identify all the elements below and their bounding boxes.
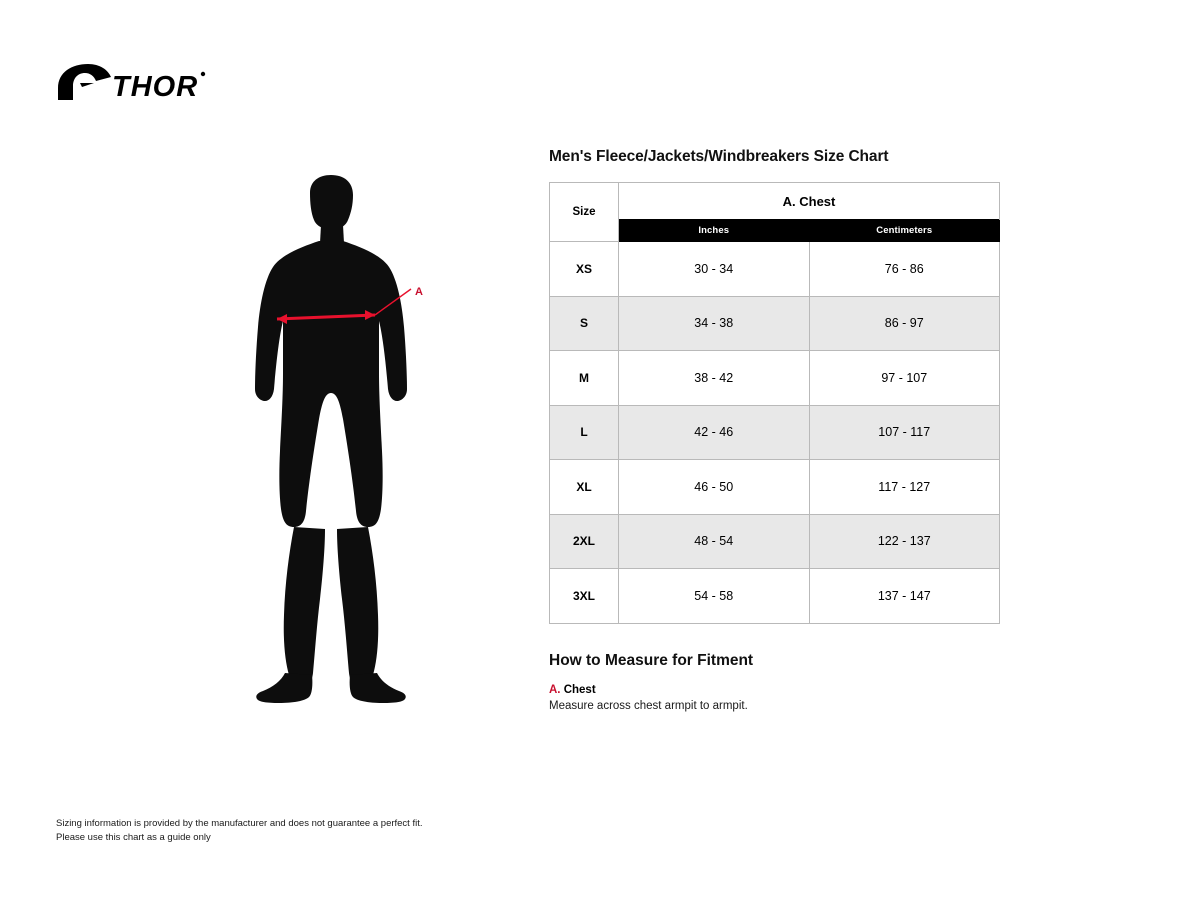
- size-chart-panel: [549, 148, 1001, 712]
- measure-entry-description: Measure across chest armpit to armpit.: [549, 699, 748, 712]
- size-chart-table: [549, 182, 1000, 624]
- table-row: [550, 351, 1000, 406]
- table-row: [550, 242, 1000, 297]
- column-header-inches: Inches: [619, 220, 810, 242]
- table-body: [550, 242, 1000, 624]
- cell-inches: 54 - 58: [619, 569, 810, 624]
- column-header-centimeters: Centimeters: [809, 220, 1000, 242]
- table-head: [550, 183, 1000, 242]
- body-diagram: [215, 175, 475, 720]
- cell-centimeters: 86 - 97: [809, 296, 1000, 351]
- cell-inches: 34 - 38: [619, 296, 810, 351]
- brand-name: THOR: [112, 71, 199, 103]
- cell-size: M: [550, 351, 619, 406]
- measure-entry-name: Chest: [563, 683, 596, 696]
- thor-helmet-logo: [56, 62, 206, 106]
- cell-size: L: [550, 405, 619, 460]
- cell-centimeters: 117 - 127: [809, 460, 1000, 515]
- how-to-measure-title: How to Measure for Fitment: [549, 651, 754, 669]
- callout-label-a: A: [415, 286, 423, 298]
- cell-centimeters: 97 - 107: [809, 351, 1000, 406]
- brand-logo: [56, 62, 206, 106]
- how-to-measure-section: [549, 652, 1001, 712]
- disclaimer: [56, 817, 423, 845]
- measure-entry-label: [549, 684, 1001, 696]
- disclaimer-line-1: Sizing information is provided by the manufacturer and does not guarantee a perfect fit.: [56, 818, 423, 829]
- column-header-chest: A. Chest: [619, 183, 1000, 220]
- cell-inches: 38 - 42: [619, 351, 810, 406]
- cell-centimeters: 122 - 137: [809, 514, 1000, 569]
- cell-inches: 42 - 46: [619, 405, 810, 460]
- male-body-silhouette: [255, 175, 407, 703]
- cell-inches: 46 - 50: [619, 460, 810, 515]
- table-row: [550, 460, 1000, 515]
- table-row: [550, 569, 1000, 624]
- cell-centimeters: 137 - 147: [809, 569, 1000, 624]
- measure-entry-marker: A.: [549, 683, 561, 696]
- cell-size: S: [550, 296, 619, 351]
- cell-size: 3XL: [550, 569, 619, 624]
- table-header-row: [550, 183, 1000, 220]
- cell-centimeters: 76 - 86: [809, 242, 1000, 297]
- cell-inches: 30 - 34: [619, 242, 810, 297]
- column-header-size: Size: [550, 183, 619, 242]
- table-row: [550, 296, 1000, 351]
- cell-centimeters: 107 - 117: [809, 405, 1000, 460]
- cell-size: XS: [550, 242, 619, 297]
- disclaimer-line-2: Please use this chart as a guide only: [56, 831, 211, 843]
- page-title: Men's Fleece/Jackets/Windbreakers Size Chart: [549, 148, 889, 165]
- cell-inches: 48 - 54: [619, 514, 810, 569]
- table-row: [550, 405, 1000, 460]
- cell-size: XL: [550, 460, 619, 515]
- table-row: [550, 514, 1000, 569]
- cell-size: 2XL: [550, 514, 619, 569]
